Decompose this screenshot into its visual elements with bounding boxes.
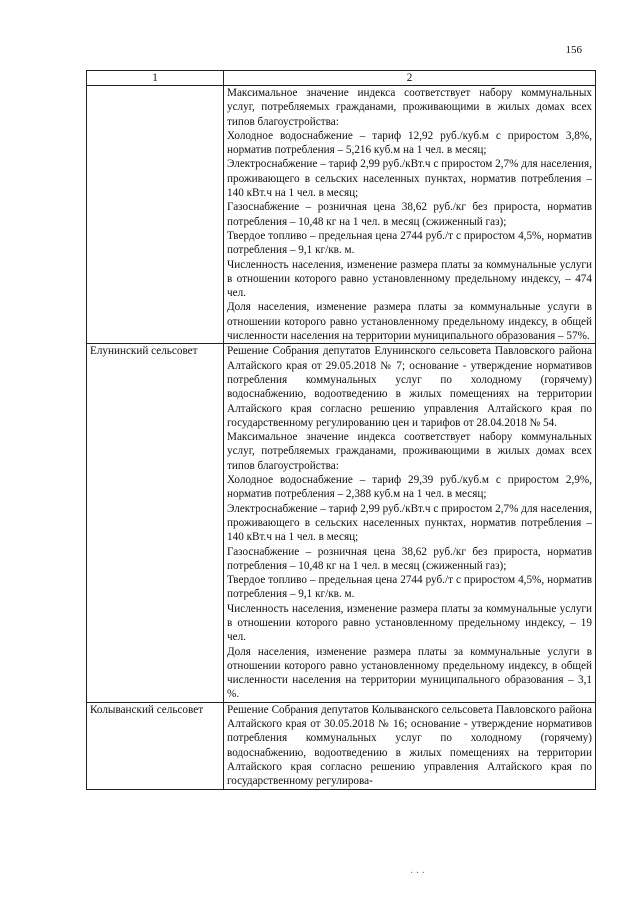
- column-2-header: 2: [224, 71, 596, 86]
- column-1-header: 1: [87, 71, 224, 86]
- paragraph: Максимальное значение индекса соответствует набору коммунальных услуг, потребляемых гражданами, проживающими в жилых домах всех типов благоустройства:: [227, 431, 592, 472]
- municipality-name: [87, 86, 224, 344]
- paragraph: Холодное водоснабжение – тариф 29,39 руб./куб.м с приростом 2,9%, норматив потребления – 2,388 куб.м на 1 чел. в месяц;: [227, 474, 592, 501]
- municipality-name: Елунинский сельсовет: [87, 344, 224, 702]
- table-row: [87, 344, 596, 702]
- paragraph: Решение Собрания депутатов Елунинского сельсовета Павловского района Алтайского края от 29.05.2018 № 7; основание - утверждение нормативов потребления коммунальных услуг по холодному (горячему) водоснабжению, водоотведению в жилых помещениях на территории Алтайского края согласно решению управления Алтайского края по государственному регулированию цен и тарифов от 28.04.2018 № 54.: [227, 345, 592, 429]
- scan-mark: · · ·: [410, 868, 425, 879]
- description-cell: [224, 702, 596, 789]
- paragraph: Твердое топливо – предельная цена 2744 руб./т с приростом 4,5%, норматив потребления – 9,1 кг/кв. м.: [227, 229, 592, 257]
- description-cell: [224, 86, 596, 344]
- paragraph: Доля населения, изменение размера платы за коммунальные услуги в отношении которого равно установленному предельному индексу, в общей численности населения на территории муниципального образования – 57%.: [227, 301, 592, 343]
- page-number: 156: [565, 44, 582, 56]
- paragraph: Электроснабжение – тариф 2,99 руб./кВт.ч с приростом 2,7% для населения, проживающего в сельских населенных пунктах, норматив потребления – 140 кВт.ч на 1 чел. в месяц;: [227, 502, 592, 544]
- paragraph: Численность населения, изменение размера платы за коммунальные услуги в отношении которого равно установленному предельному индексу, – 474 чел.: [227, 258, 592, 300]
- table-header-row: [87, 71, 596, 86]
- paragraph: Газоснабжение – розничная цена 38,62 руб./кг без прироста, норматив потребления – 10,48 кг на 1 чел. в месяц (сжиженный газ);: [227, 201, 592, 228]
- paragraph: Электроснабжение – тариф 2,99 руб./кВт.ч с приростом 2,7% для населения, проживающего в сельских населенных пунктах, норматив потребления – 140 кВт.ч на 1 чел. в месяц;: [227, 158, 592, 200]
- paragraph: Численность населения, изменение размера платы за коммунальные услуги в отношении которого равно установленному предельному индексу, – 19 чел.: [227, 602, 592, 644]
- paragraph: Максимальное значение индекса соответствует набору коммунальных услуг, потребляемых гражданами, проживающими в жилых домах всех типов благоустройства:: [227, 87, 592, 128]
- document-table: [86, 70, 596, 790]
- paragraph: Решение Собрания депутатов Колыванского сельсовета Павловского района Алтайского края от 30.05.2018 № 16; основание - утверждение нормативов потребления коммунальных услуг по холодному (горячему) водоснабжению, водоотведению в жилых помещениях на территории Алтайского края согласно решению управления Алтайского края по государственному регулирова-: [227, 703, 592, 788]
- paragraph: Твердое топливо – предельная цена 2744 руб./т с приростом 4,5%, норматив потребления – 9,1 кг/кв. м.: [227, 574, 592, 601]
- table-row: [87, 86, 596, 344]
- description-cell: [224, 344, 596, 702]
- paragraph: Газоснабжение – розничная цена 38,62 руб./кг без прироста, норматив потребления – 10,48 кг на 1 чел. в месяц (сжиженный газ);: [227, 545, 592, 572]
- municipality-name: Колыванский сельсовет: [87, 702, 224, 789]
- paragraph: Холодное водоснабжение – тариф 12,92 руб./куб.м с приростом 3,8%, норматив потребления – 5,216 куб.м на 1 чел. в месяц;: [227, 129, 592, 157]
- paragraph: Доля населения, изменение размера платы за коммунальные услуги в отношении которого равно установленному предельному индексу, в общей численности населения на территории муниципального образования – 3,1 %.: [227, 645, 592, 701]
- table-row: [87, 702, 596, 789]
